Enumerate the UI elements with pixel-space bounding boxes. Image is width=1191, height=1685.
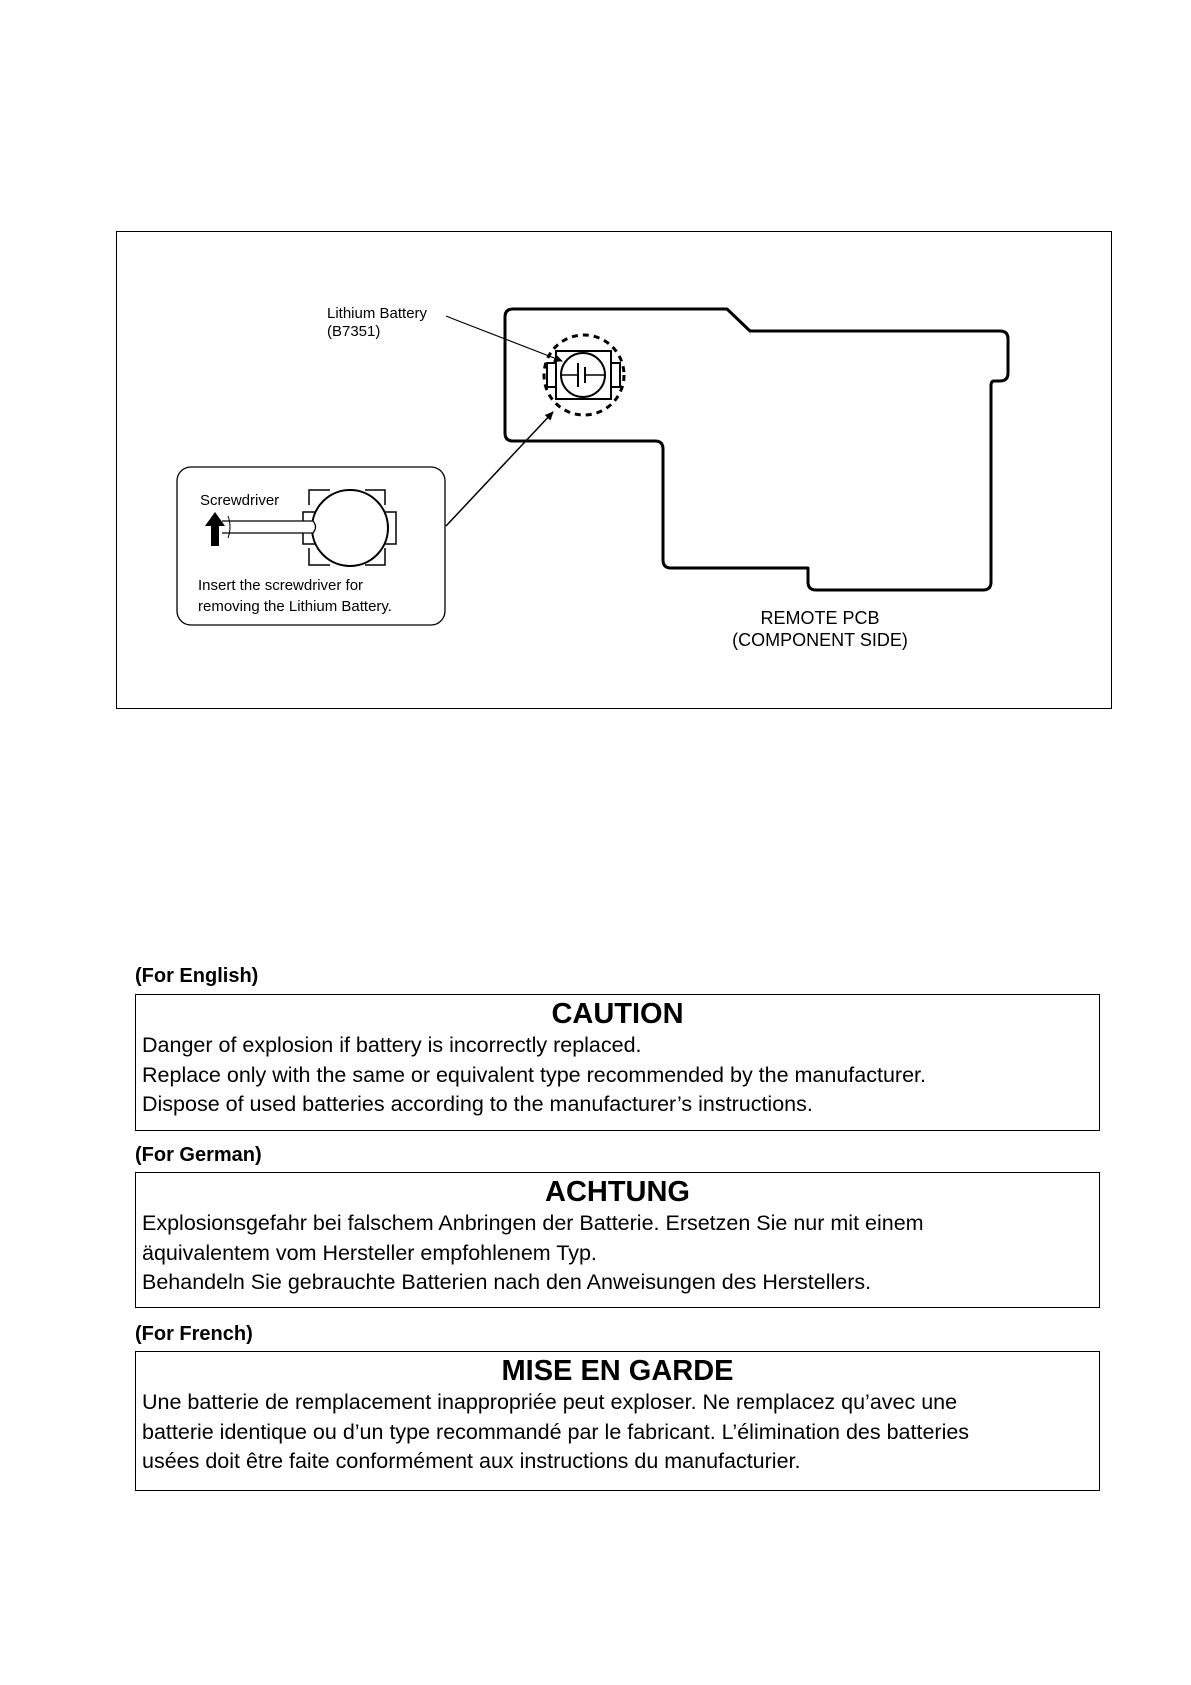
pcb-label-line-2: (COMPONENT SIDE) — [732, 630, 908, 650]
inset-instruction-line-2: removing the Lithium Battery. — [198, 598, 392, 615]
achtung-heading: ACHTUNG — [545, 1176, 690, 1208]
battery-code: (B7351) — [327, 323, 381, 340]
warning-line: Dispose of used batteries according to the manufacturer’s instructions. — [142, 1092, 813, 1116]
language-label-english: (For English) — [135, 965, 259, 987]
warning-line: batterie identique ou d’un type recommandé par le fabricant. L’élimination des batteries — [142, 1419, 970, 1444]
mise-en-garde-heading: MISE EN GARDE — [501, 1355, 734, 1387]
caution-heading: CAUTION — [551, 998, 684, 1030]
pcb-label-line-1: REMOTE PCB — [760, 608, 880, 628]
pcb-battery-icon — [544, 335, 624, 415]
warning-line: Danger of explosion if battery is incorrectly replaced. — [142, 1033, 642, 1057]
screwdriver-label: Screwdriver — [200, 492, 280, 509]
warning-line: Behandeln Sie gebrauchte Batterien nach den Anweisungen des Herstellers. — [142, 1270, 872, 1294]
warning-line: Une batterie de remplacement inappropriée peut exploser. Ne remplacez qu’avec une — [142, 1390, 958, 1414]
language-label-french: (For French) — [135, 1323, 253, 1345]
caution-box-english — [135, 994, 1100, 1131]
inset-battery-icon — [303, 490, 396, 566]
warning-line: usées doit être faite conformément aux instructions du manufacturier. — [142, 1449, 801, 1473]
warning-line: Replace only with the same or equivalent type recommended by the manufacturer. — [142, 1062, 926, 1087]
battery-label: Lithium Battery — [327, 305, 428, 322]
caution-box-german — [135, 1172, 1100, 1308]
language-label-german: (For German) — [135, 1144, 262, 1166]
screwdriver-icon — [222, 516, 316, 538]
battery-location-diagram — [0, 0, 1191, 760]
inset-instruction-line-1: Insert the screwdriver for — [198, 577, 364, 594]
warning-line: Explosionsgefahr bei falschem Anbringen der Batterie. Ersetzen Sie nur mit einem — [142, 1211, 924, 1235]
warning-line: äquivalentem vom Hersteller empfohlenem Typ. — [142, 1240, 597, 1265]
caution-box-french — [135, 1351, 1100, 1491]
inset-pointer-arrow — [446, 412, 553, 526]
